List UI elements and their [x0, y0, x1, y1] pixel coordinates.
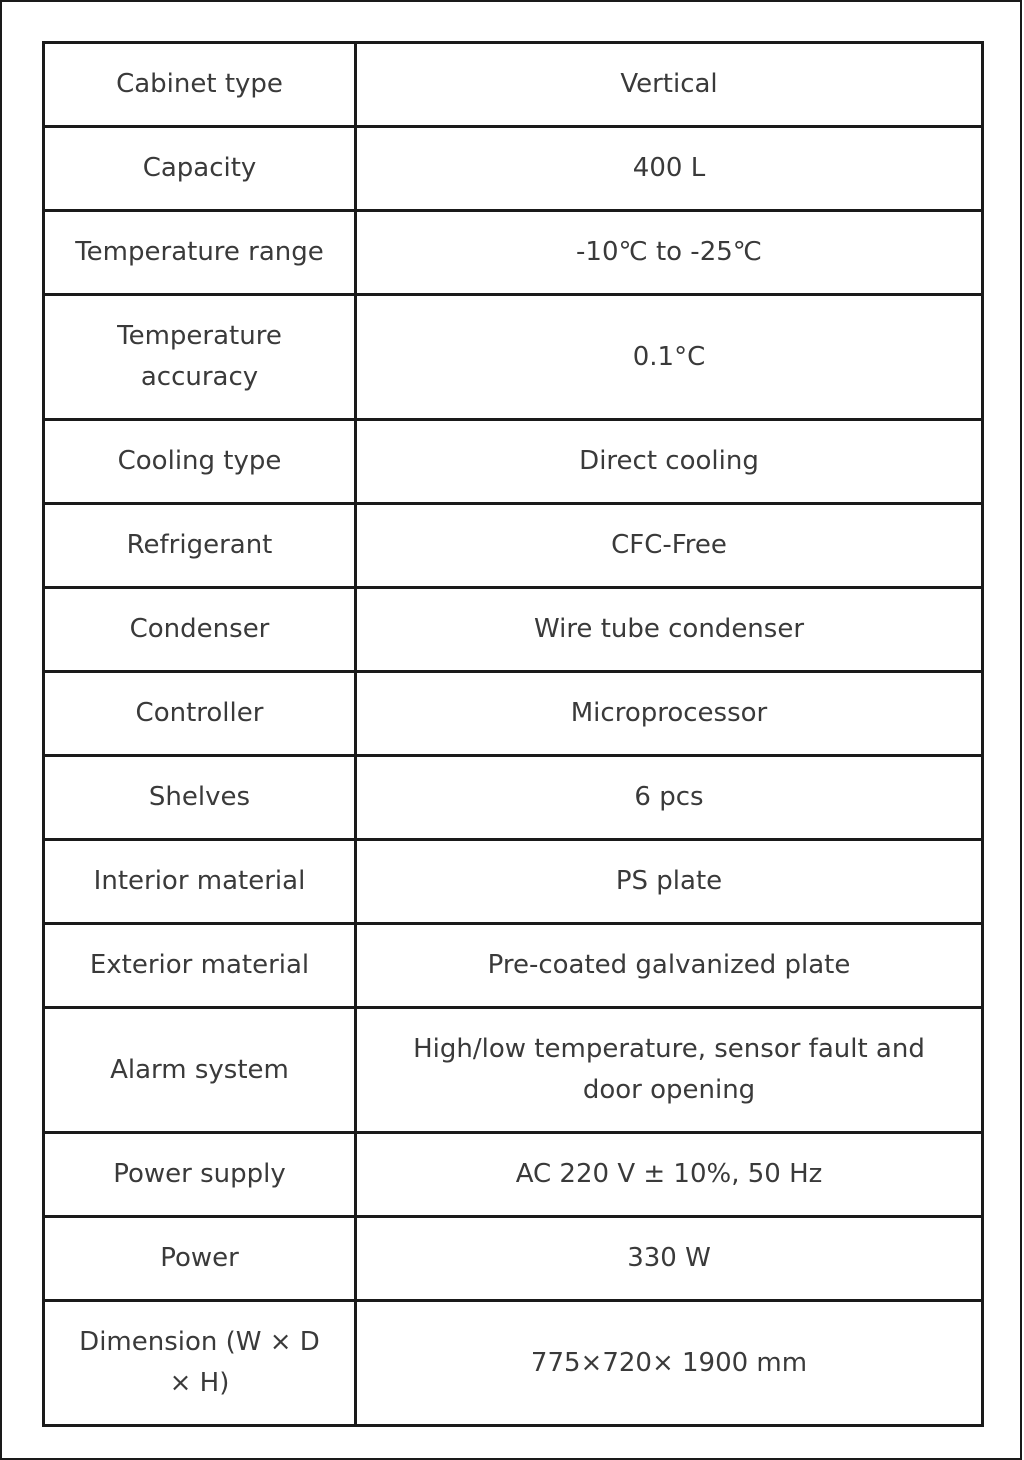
spec-value: 400 L — [356, 127, 983, 211]
table-row — [44, 1217, 983, 1301]
spec-value: AC 220 V ± 10%, 50 Hz — [356, 1133, 983, 1217]
spec-value: Direct cooling — [356, 420, 983, 504]
spec-value: 0.1°C — [356, 295, 983, 420]
specification-table — [42, 41, 984, 1427]
spec-value: High/low temperature, sensor fault and door opening — [356, 1008, 983, 1133]
spec-label: Exterior material — [44, 924, 356, 1008]
spec-value: PS plate — [356, 840, 983, 924]
table-row — [44, 295, 983, 420]
table-row — [44, 924, 983, 1008]
table-row — [44, 504, 983, 588]
table-row — [44, 1008, 983, 1133]
table-row — [44, 1133, 983, 1217]
spec-label: Controller — [44, 672, 356, 756]
spec-value: Vertical — [356, 43, 983, 127]
table-row — [44, 43, 983, 127]
spec-label: Alarm system — [44, 1008, 356, 1133]
spec-label: Shelves — [44, 756, 356, 840]
spec-value: Wire tube condenser — [356, 588, 983, 672]
spec-label: Temperature range — [44, 211, 356, 295]
spec-value: Pre-coated galvanized plate — [356, 924, 983, 1008]
spec-value: 330 W — [356, 1217, 983, 1301]
spec-value: CFC-Free — [356, 504, 983, 588]
spec-value: Microprocessor — [356, 672, 983, 756]
spec-value: 775×720× 1900 mm — [356, 1301, 983, 1426]
spec-label: Dimension (W × D × H) — [44, 1301, 356, 1426]
spec-label: Temperature accuracy — [44, 295, 356, 420]
spec-label: Cabinet type — [44, 43, 356, 127]
table-row — [44, 1301, 983, 1426]
spec-value: -10℃ to -25℃ — [356, 211, 983, 295]
table-row — [44, 672, 983, 756]
spec-label: Power supply — [44, 1133, 356, 1217]
spec-label: Capacity — [44, 127, 356, 211]
spec-value: 6 pcs — [356, 756, 983, 840]
spec-label: Refrigerant — [44, 504, 356, 588]
spec-label: Condenser — [44, 588, 356, 672]
table-row — [44, 420, 983, 504]
table-row — [44, 127, 983, 211]
spec-label: Cooling type — [44, 420, 356, 504]
table-row — [44, 211, 983, 295]
table-row — [44, 756, 983, 840]
table-row — [44, 588, 983, 672]
table-row — [44, 840, 983, 924]
spec-label: Power — [44, 1217, 356, 1301]
spec-label: Interior material — [44, 840, 356, 924]
